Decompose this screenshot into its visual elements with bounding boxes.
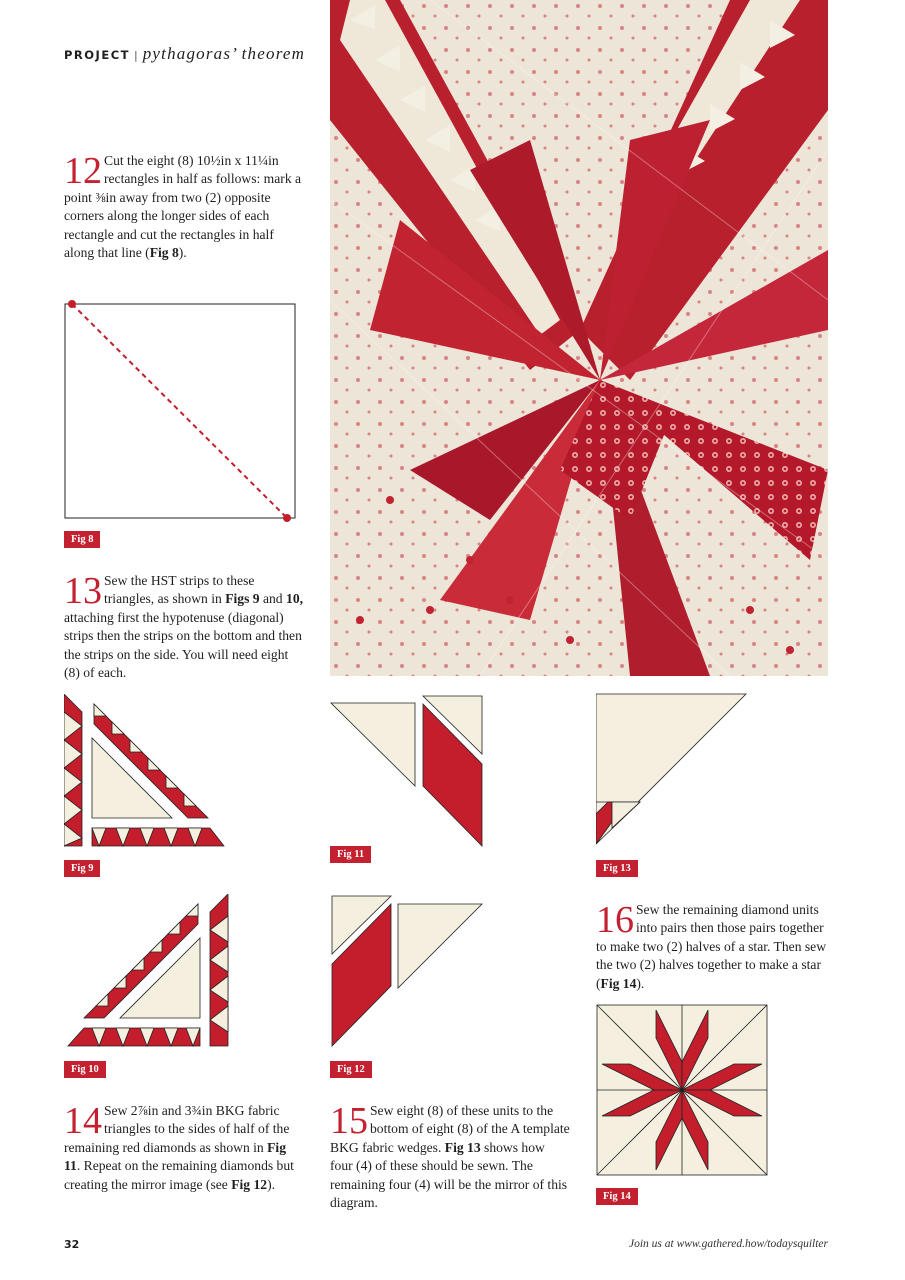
- fig-ref-2: Fig 12: [231, 1176, 268, 1192]
- step-number: 16: [596, 899, 634, 941]
- fig8-diagram: [64, 300, 300, 524]
- fig-ref: Fig 14: [600, 975, 637, 991]
- project-title: pythagoras’ theorem: [142, 44, 306, 63]
- quilt-photo: [330, 0, 828, 676]
- fig-ref-2: 10,: [286, 591, 304, 607]
- section-label: PROJECT: [64, 48, 130, 62]
- step-text-2: . Repeat on the remaining diamonds but creating the mirror image (see: [64, 1158, 294, 1192]
- fig13-diagram: [596, 692, 748, 848]
- step-text: Sew the HST strips to these triangles, as shown in: [104, 573, 255, 607]
- step-number: 14: [64, 1100, 102, 1142]
- step-number: 12: [64, 150, 102, 192]
- step-text: Sew eight (8) of these units to the bottom of eight (8) of the A template BKG fabric wedges.: [330, 1103, 570, 1155]
- step-16: [596, 901, 832, 993]
- fig9-label: Fig 9: [64, 860, 100, 877]
- step-14: [64, 1102, 304, 1194]
- fig13-label: Fig 13: [596, 860, 638, 877]
- step-text-end: ).: [267, 1176, 276, 1192]
- fig-ref: Figs 9: [225, 591, 260, 607]
- step-text-end: ).: [178, 245, 187, 261]
- fig-ref: Fig 8: [149, 245, 179, 261]
- fig-ref: Fig 13: [444, 1139, 481, 1155]
- step-15: [330, 1102, 570, 1212]
- fig9-diagram: [64, 694, 229, 850]
- fig-ref: Fig 11: [64, 1139, 287, 1174]
- step-text-mid: and: [259, 591, 287, 607]
- fig14-star-block: [596, 1004, 768, 1176]
- step-number: 15: [330, 1100, 368, 1142]
- step-text: Sew 2⅞in and 3¾in BKG fabric triangles to the sides of half of the remaining red diamonds as shown in: [64, 1103, 290, 1155]
- step-text-2: shows how four (4) of these should be sewn. The remaining four (4) will be the mirror of this diagram.: [330, 1139, 568, 1211]
- fig8-label: Fig 8: [64, 531, 100, 548]
- fig10-label: Fig 10: [64, 1061, 106, 1078]
- footer-link[interactable]: Join us at www.gathered.how/todaysquilter: [628, 1238, 828, 1250]
- page-number: 32: [64, 1238, 80, 1251]
- fig11-label: Fig 11: [330, 846, 371, 863]
- header-separator: |: [133, 49, 139, 62]
- fig10-diagram: [64, 894, 234, 1050]
- step-text: Sew the remaining diamond units into pairs then those pairs together to make two (2) halves of a star. Then sew the two (2) halves together to make a star (: [596, 902, 827, 991]
- step-text-2: attaching first the hypotenuse (diagonal) strips then the strips on the bottom and then the strips on the side. You will need eight (8) of each.: [64, 609, 302, 681]
- step-13: [64, 572, 304, 682]
- step-text-end: ).: [636, 975, 645, 991]
- step-12: [64, 152, 302, 262]
- fig14-label: Fig 14: [596, 1188, 638, 1205]
- step-number: 13: [64, 570, 102, 612]
- fig12-diagram: [330, 894, 485, 1049]
- fig11-diagram: [330, 694, 485, 849]
- fig12-label: Fig 12: [330, 1061, 372, 1078]
- step-text: Cut the eight (8) 10½in x 11¼in rectangles in half as follows: mark a point ⅜in away from two (2) opposite corners along the longer sides of each rectangle and cut the rectangles in half along that line (: [64, 153, 302, 261]
- page-header: [64, 44, 305, 64]
